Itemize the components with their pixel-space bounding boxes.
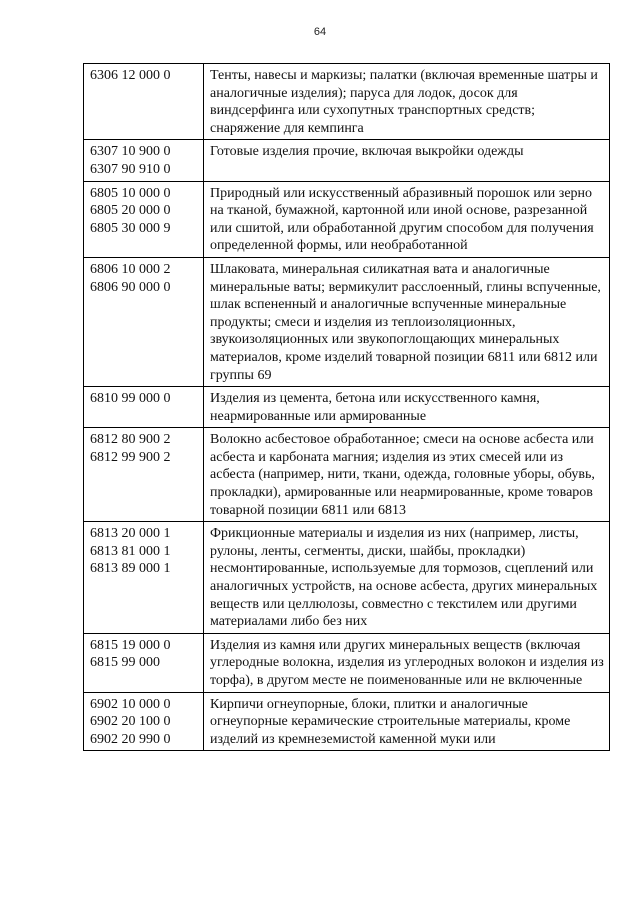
description-cell: Готовые изделия прочие, включая выкройки одежды — [204, 140, 610, 181]
code-cell — [84, 692, 204, 751]
tnved-code: 6813 20 000 1 — [90, 526, 171, 542]
tnved-code: 6307 10 900 0 — [90, 144, 171, 160]
tnved-code: 6815 99 000 — [90, 655, 160, 671]
tnved-codes-table — [83, 63, 610, 751]
tnved-code: 6902 10 000 0 — [90, 696, 171, 712]
tnved-code: 6806 10 000 2 — [90, 261, 171, 277]
table-row — [84, 181, 610, 257]
tnved-code: 6815 19 000 0 — [90, 637, 171, 653]
tnved-code: 6812 99 900 2 — [90, 449, 171, 465]
description-cell: Природный или искусственный абразивный порошок или зерно на тканой, бумажной, картонной или иной основе, разрезанной или сшитой, или обработанной другим способом для получения определенной формы, или необработанной — [204, 181, 610, 257]
code-cell — [84, 64, 204, 140]
description-cell: Фрикционные материалы и изделия из них (например, листы, рулоны, ленты, сегменты, диски, шайбы, прокладки) несмонтированные, используемые для тормозов, сцеплений или аналогичных устройств, на основе асбеста, других минеральных веществ или целлюлозы, совместно с текстилем или другими материалами либо без них — [204, 522, 610, 634]
description-cell: Изделия из камня или других минеральных веществ (включая углеродные волокна, изделия из углеродных волокон и изделия из торфа), в другом месте не поименованные или не включенные — [204, 633, 610, 692]
table-row — [84, 633, 610, 692]
page-number: 64 — [313, 26, 327, 38]
tnved-code: 6806 90 000 0 — [90, 279, 171, 295]
code-cell — [84, 633, 204, 692]
code-cell — [84, 140, 204, 181]
table-row — [84, 428, 610, 522]
table-row — [84, 140, 610, 181]
tnved-code: 6805 10 000 0 — [90, 185, 171, 201]
tnved-code: 6810 99 000 0 — [90, 391, 171, 407]
code-cell — [84, 522, 204, 634]
table-row — [84, 257, 610, 386]
tnved-code: 6902 20 990 0 — [90, 731, 171, 747]
table-row — [84, 692, 610, 751]
tnved-code: 6306 12 000 0 — [90, 68, 171, 83]
tnved-code: 6805 30 000 9 — [90, 220, 171, 236]
code-cell — [84, 257, 204, 386]
table-row — [84, 64, 610, 140]
tnved-code: 6813 81 000 1 — [90, 543, 171, 559]
table-row — [84, 522, 610, 634]
tnved-code: 6805 20 000 0 — [90, 203, 171, 219]
description-cell: Шлаковата, минеральная силикатная вата и аналогичные минеральные ваты; вермикулит расслоенный, глины вспученные, шлак вспененный и аналогичные вспученные минеральные продукты; смеси и изделия из теплоизоляционных, звукоизоляционных или звукопоглощающих минеральных материалов, кроме изделий товарной позиции 6811 или 6812 или группы 69 — [204, 257, 610, 386]
tnved-code: 6812 80 900 2 — [90, 432, 171, 448]
tnved-code: 6307 90 910 0 — [90, 161, 171, 177]
description-cell: Кирпичи огнеупорные, блоки, плитки и аналогичные огнеупорные керамические строительные материалы, кроме изделий из кремнеземистой каменной муки или — [204, 692, 610, 751]
description-cell: Изделия из цемента, бетона или искусственного камня, неармированные или армированные — [204, 387, 610, 428]
tnved-code: 6813 89 000 1 — [90, 561, 171, 577]
table-row — [84, 387, 610, 428]
code-cell — [84, 428, 204, 522]
description-cell: Волокно асбестовое обработанное; смеси на основе асбеста или асбеста и карбоната магния; изделия из этих смесей или из асбеста (например, нити, ткани, одежда, головные уборы, обувь, прокладки), армированные или неармированные, кроме товаров товарной позиции 6811 или 6813 — [204, 428, 610, 522]
code-cell — [84, 387, 204, 428]
description-cell: Тенты, навесы и маркизы; палатки (включая временные шатры и аналогичные изделия); паруса для лодок, досок для виндсерфинга или сухопутных транспортных средств; снаряжение для кемпинга — [204, 64, 610, 140]
tnved-code: 6902 20 100 0 — [90, 714, 171, 730]
code-cell — [84, 181, 204, 257]
